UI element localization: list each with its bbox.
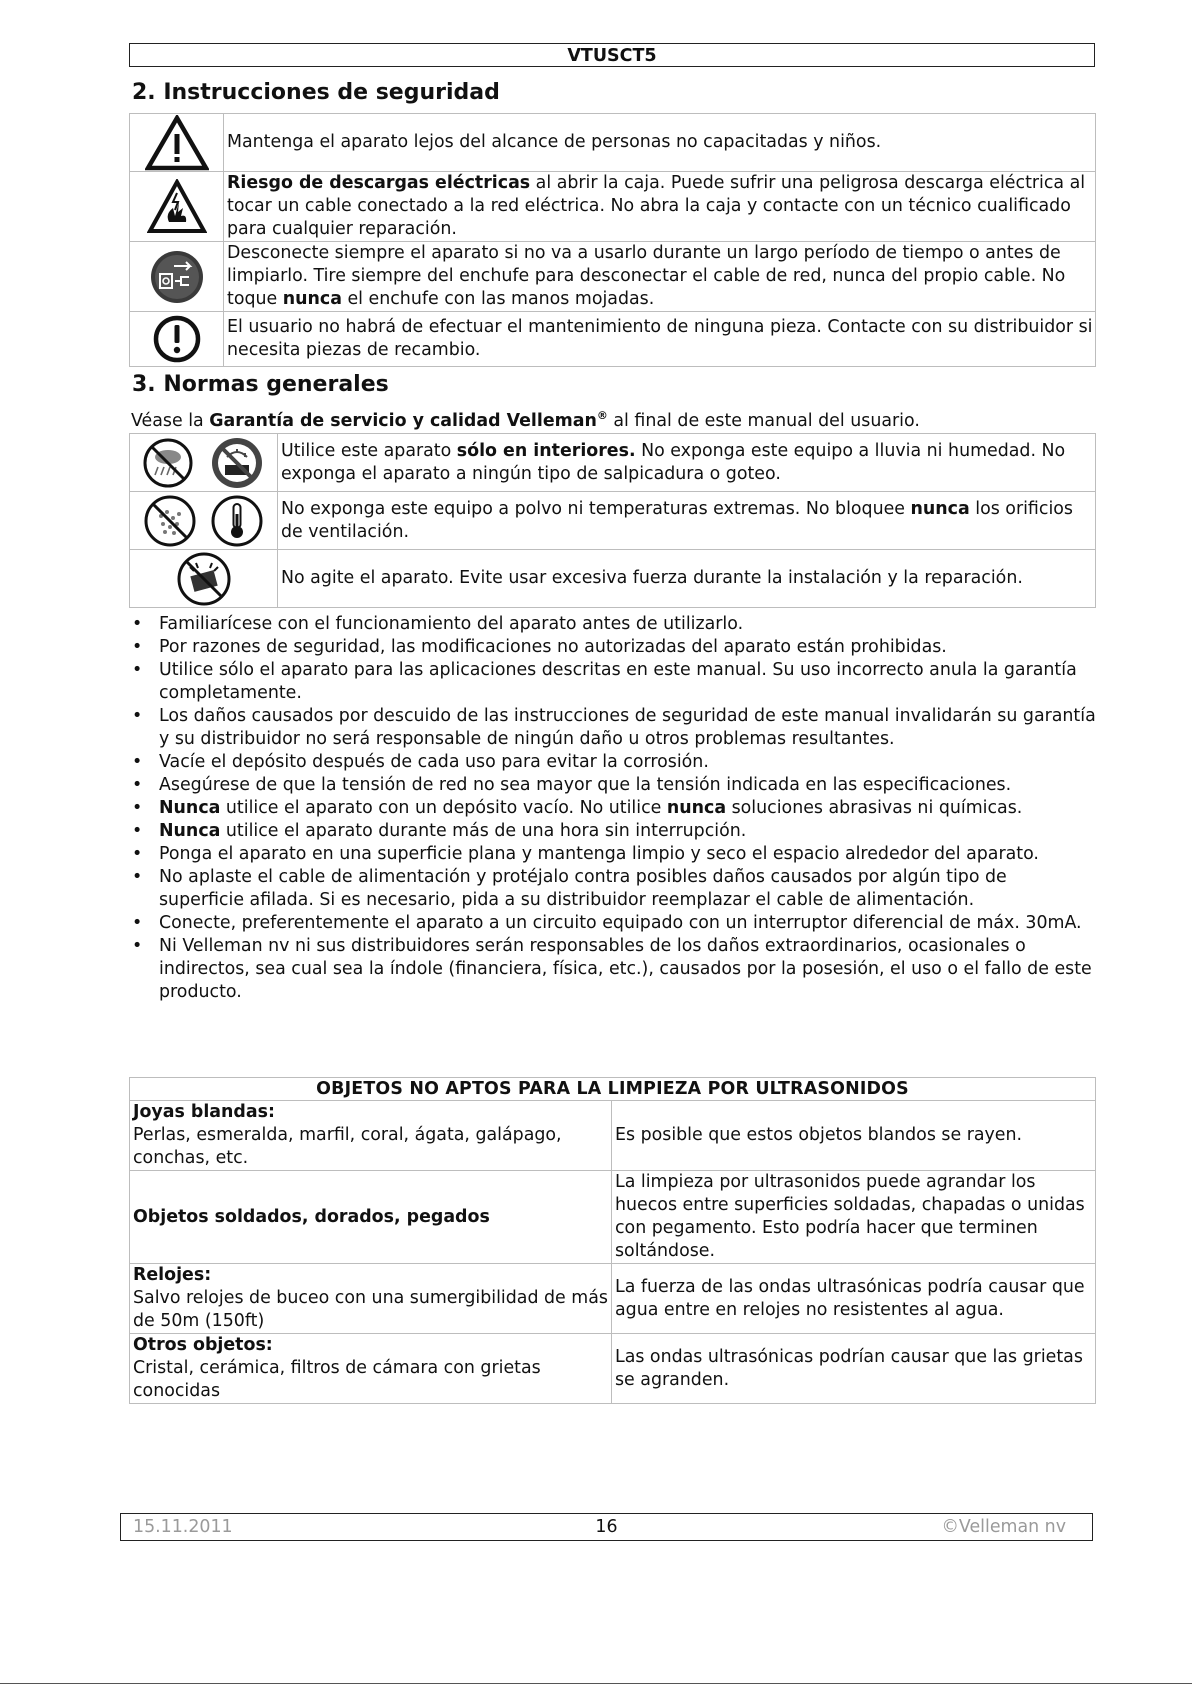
list-item: • Ponga el aparato en una superficie plana y mantenga limpio y seco el espacio alrededor del aparato.: [131, 843, 1097, 866]
list-item: • Los daños causados por descuido de las instrucciones de seguridad de este manual invalidarán su garantía y su distribuidor no será responsable de ningún daño u otros problemas resultantes.: [131, 705, 1097, 751]
list-item: • Por razones de seguridad, las modificaciones no autorizadas del aparato están prohibidas.: [131, 636, 1097, 659]
warranty-note: Véase la Garantía de servicio y calidad Velleman® al final de este manual del usuario.: [131, 409, 920, 431]
warning-triangle-icon: [145, 115, 209, 171]
list-item: • Nunca utilice el aparato con un depósito vacío. No utilice nunca soluciones abrasivas ni químicas.: [131, 797, 1097, 820]
no-dust-icon: [143, 494, 197, 548]
safety-text: Desconecte siempre el aparato si no va a usarlo durante un largo período de tiempo o antes de limpiarlo. Tire siempre del enchufe para desconectar el cable de red, nunca del propio cable. No toque: [227, 243, 1066, 309]
safety-text: El usuario no habrá de efectuar el mantenimiento de ninguna pieza. Contacte con su distribuidor si necesita piezas de recambio.: [224, 312, 1096, 367]
list-item: • Vacíe el depósito después de cada uso para evitar la corrosión.: [131, 751, 1097, 774]
rule-text: los orificios de ventilación.: [281, 498, 1073, 542]
safety-row: [130, 312, 1096, 367]
exclamation-circle-icon: [152, 314, 202, 364]
list-item: • Asegúrese de que la tensión de red no sea mayor que la tensión indicada en las especificaciones.: [131, 774, 1097, 797]
page-header-model: VTUSCT5: [129, 43, 1095, 67]
object-detail: Cristal, cerámica, filtros de cámara con grietas conocidas: [133, 1358, 541, 1401]
object-title: Otros objetos:: [133, 1335, 273, 1355]
unsuitable-objects-table: [129, 1077, 1096, 1404]
rule-text: No exponga este equipo a polvo ni temperaturas extremas. No bloquee: [281, 498, 911, 519]
list-item: • Nunca utilice el aparato durante más de una hora sin interrupción.: [131, 820, 1097, 843]
warranty-name: Garantía de servicio y calidad Velleman: [209, 410, 597, 431]
page-edge-line: [0, 1683, 1192, 1684]
object-detail: Perlas, esmeralda, marfil, coral, ágata, galápago, conchas, etc.: [133, 1125, 562, 1168]
object-note: Las ondas ultrasónicas podrían causar que las grietas se agranden.: [612, 1334, 1096, 1404]
object-title: Relojes:: [133, 1265, 212, 1285]
list-item: • Conecte, preferentemente el aparato a un circuito equipado con un interruptor diferencial de máx. 30mA.: [131, 912, 1097, 935]
safety-text: Mantenga el aparato lejos del alcance de personas no capacitadas y niños.: [224, 114, 1096, 172]
object-title: Joyas blandas:: [133, 1102, 275, 1122]
safety-text: el enchufe con las manos mojadas.: [341, 289, 655, 309]
footer-copyright: ©Velleman nv: [941, 1517, 1066, 1537]
list-item: • Ni Velleman nv ni sus distribuidores serán responsables de los daños extraordinarios, ocasionales o indirectos, sea cual sea la índole (financiera, física, etc.), causados por la posesión, el uso o el fallo de este producto.: [131, 935, 1097, 1004]
safety-bold: Riesgo de descargas eléctricas: [227, 173, 531, 193]
no-rain-icon: [142, 437, 194, 489]
table-row: [130, 1101, 1096, 1171]
rule-text: No exponga este equipo a lluvia ni humedad. No exponga el aparato a ningún tipo de salpicadura o goteo.: [281, 440, 1066, 484]
electric-shock-icon: [147, 179, 207, 235]
rule-text: No agite el aparato. Evite usar excesiva fuerza durante la instalación y la reparación.: [278, 550, 1096, 608]
rule-bold: sólo en interiores.: [456, 440, 636, 461]
safety-row: [130, 172, 1096, 242]
object-note: La fuerza de las ondas ultrasónicas podría causar que agua entre en relojes no resistentes al agua.: [612, 1264, 1096, 1334]
no-shaking-icon: [176, 551, 232, 607]
safety-table: [129, 113, 1096, 367]
safety-text: al abrir la caja. Puede sufrir una peligrosa descarga eléctrica al tocar un cable conectado a la red eléctrica. No abra la caja y contacte con un técnico cualificado para cualquier reparación.: [227, 173, 1086, 239]
rule-row: [130, 492, 1096, 550]
object-note: Es posible que estos objetos blandos se rayen.: [612, 1101, 1096, 1171]
thermometer-icon: [210, 494, 264, 548]
general-rules-table: [129, 433, 1096, 608]
no-water-splash-icon: [209, 435, 265, 491]
table-heading: OBJETOS NO APTOS PARA LA LIMPIEZA POR ULTRASONIDOS: [130, 1078, 1096, 1101]
page-number: 16: [595, 1517, 618, 1537]
general-rules-list: [131, 613, 1097, 1004]
section-title-safety: 2. Instrucciones de seguridad: [132, 80, 500, 105]
object-detail: Salvo relojes de buceo con una sumergibilidad de más de 50m (150ft): [133, 1288, 608, 1331]
object-note: La limpieza por ultrasonidos puede agrandar los huecos entre superficies soldadas, chapadas o unidas con pegamento. Esto podría hacer que terminen soltándose.: [612, 1171, 1096, 1264]
safety-row: [130, 242, 1096, 312]
list-item: • Familiarícese con el funcionamiento del aparato antes de utilizarlo.: [131, 613, 1097, 636]
table-row: [130, 1264, 1096, 1334]
section-title-general: 3. Normas generales: [132, 372, 389, 397]
page-footer: [120, 1513, 1093, 1541]
list-item: • No aplaste el cable de alimentación y protéjalo contra posibles daños causados por algún tipo de superficie afilada. Si es necesario, pida a su distribuidor reemplazar el cable de alimentación.: [131, 866, 1097, 912]
rule-row: [130, 550, 1096, 608]
rule-row: [130, 434, 1096, 492]
rule-text: Utilice este aparato: [281, 440, 457, 461]
list-item: • Utilice sólo el aparato para las aplicaciones descritas en este manual. Su uso incorrecto anula la garantía completamente.: [131, 659, 1097, 705]
safety-bold: nunca: [282, 289, 342, 309]
table-row: [130, 1334, 1096, 1404]
object-title: Objetos soldados, dorados, pegados: [133, 1206, 490, 1227]
footer-date: 15.11.2011: [133, 1517, 233, 1537]
rule-bold: nunca: [910, 498, 970, 519]
unplug-icon: [148, 248, 206, 306]
safety-row: [130, 114, 1096, 172]
table-row: [130, 1171, 1096, 1264]
